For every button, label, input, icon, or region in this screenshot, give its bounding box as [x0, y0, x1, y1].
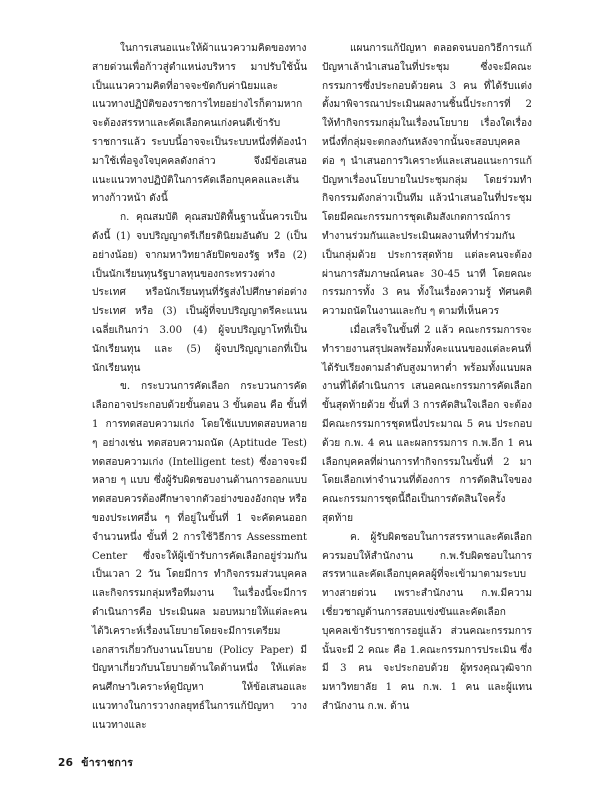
right-paragraph-1: แผนการแก้ปัญหา ตลอดจนบอกวิธีการแก้ปัญหาเล้านำเสนอในที่ประชุม ซึ่งจะมีคณะกรรมการซึ่งประกอบด้วยคน 3 คน ที่ได้รับแต่งตั้งมาพิจารณาประเมินผลงานชิ้นนี้ประการที่ 2 ให้ทำกิจกรรมกลุ่มในเรื่องนโยบาย เรื่องใดเรื่องหนึ่งที่กลุ่มจะตกลงกันหลังจากนั้นจะสอบบุคคลต่อ ๆ นำเสนอการวิเคราะห์และเสนอแนะการแก้ปัญหาเรื่องนโยบายในประชุมกลุ่ม โดยร่วมทำกิจกรรมดังกล่าวเป็นทีม แล้วนำเสนอในที่ประชุมโดยมีคณะกรรมการชุดเดิมสังเกตการณ์การทำงานร่วมกันและประเมินผลงานที่ทำร่วมกันเป็นกลุ่มด้วย ประการสุดท้าย แต่ละคนจะต้องผ่านการสัมภาษณ์คนละ 30-45 นาที โดยคณะกรรมการทั้ง 3 คน ทั้งในเรื่องความรู้ ทัศนคติ ความถนัดในงานและกับ ๆ ตามที่เห็นควร	[322, 43, 532, 318]
right-column	[322, 40, 532, 717]
right-paragraph-stage-3: เมื่อเสร็จในขั้นที่ 2 แล้ว คณะกรรมการจะทำรายงานสรุปผลพร้อมทั้งคะแนนของแต่ละคนที่ได้รับเรียงตามลำดับสูงมาหาต่ำ พร้อมทั้งแนบผลงานที่ได้ดำเนินการ เสนอคณะกรรมการคัดเลือกขั้นสุดท้ายด้วย ขั้นที่ 3 การคัดสินใจเลือก จะต้องมีคณะกรรมการชุดหนึ่งประมาณ 5 คน ประกอบด้วย ก.พ. 4 คน และผลกรรมการ ก.พ.อีก 1 คน เลือกบุคคลที่ผ่านการทำกิจกรรมในขั้นที่ 2 มา โดยเลือกเท่าจำนวนที่ต้องการ การตัดสินใจของคณะกรรมการชุดนี้ถือเป็นการตัดสินใจครั้งสุดท้าย	[322, 324, 532, 524]
left-paragraph-qualifications: ก. คุณสมบัติ คุณสมบัติพื้นฐานนั้นควรเป็นดังนี้ (1) จบปริญญาตรีเกียรตินิยมอันดับ 2 (เป็นอย่างน้อย) จากมหาวิทยาลัยปิดของรัฐ หรือ (2) เป็นนักเรียนทุนรัฐบาลทุนของกระทรวงต่างประเทศ หรือนักเรียนทุนที่รัฐส่งไปศึกษาต่อต่างประเทศ หรือ (3) เป็นผู้ที่จบปริญญาตรีคะแนนเฉลี่ยเกินกว่า 3.00 (4) ผู้จบปริญญาโทที่เป็นนักเรียนทุน และ (5) ผู้จบปริญญาเอกที่เป็นนักเรียนทุน	[92, 212, 307, 374]
right-paragraph-responsible: ค. ผู้รับผิดชอบในการสรรหาและคัดเลือก ควรมอบให้สำนักงาน ก.พ.รับผิดชอบในการสรรหาและคัดเลือกบุคคลผู้ที่จะเข้ามาตามระบบทางสายด่วน เพราะสำนักงาน ก.พ.มีความเชี่ยวชาญด้านการสอบแข่งขันและคัดเลือกบุคคลเข้ารับราชการอยู่แล้ว ส่วนคณะกรรมการนั้นจะมี 2 คณะ คือ 1.คณะกรรมการประเมิน ซึ่งมี 3 คน จะประกอบด้วย ผู้ทรงคุณวุฒิจากมหาวิทยาลัย 1 คน ก.พ. 1 คน และผู้แทนสำนักงาน ก.พ. ด้าน	[322, 531, 532, 712]
left-column	[92, 40, 307, 735]
publication-name: ข้าราชการ	[81, 757, 134, 769]
page-number: 26	[58, 757, 74, 769]
left-paragraph-1: ในการเสนอแนะให้ผ้าแนวความคิดของทางสายด่วนเพื่อก้าวสู่ตำแหน่งบริหาร มาปรับใช้นั้นเป็นแนวความคิดที่อาจจะขัดกับค่านิยมและแนวทางปฏิบัติของราชการไทยอย่างไรก็ตามหากจะต้องสรรหาและคัดเลือกคนเก่งคนดีเข้ารับราชการแล้ว ระบบนี้อาจจะเป็นระบบหนึ่งที่ต้องนำมาใช้เพื่อจูงใจบุคคลดังกล่าว จึงมีข้อเสนอแนะแนวทางปฏิบัติในการคัดเลือกบุคคลและเส้นทางก้าวหน้า ดังนี้	[92, 43, 307, 205]
page-footer	[58, 754, 141, 771]
left-paragraph-selection-process: ข. กระบวนการคัดเลือก กระบวนการคัดเลือกอาจประกอบด้วยขั้นตอน 3 ขั้นตอน คือ ขั้นที่ 1 การทดสอบความเก่ง โดยใช้แบบทดสอบหลาย ๆ อย่างเช่น ทดสอบความถนัด (Aptitude Test) ทดสอบความเก่ง (Intelligent test) ซึ่งอาจจะมีหลาย ๆ แบบ ซึ่งผู้รับผิดชอบงานด้านการออกแบบทดสอบควรต้องศึกษาจากตัวอย่างของอังกฤษ หรือของประเทศอื่น ๆ ที่อยู่ในขั้นที่ 1 จะคัดคนออกจำนวนหนึ่ง ขั้นที่ 2 การใช้วิธีการ Assessment Center ซึ่งจะให้ผู้เข้ารับการคัดเลือกอยู่ร่วมกันเป็นเวลา 2 วัน โดยมีการ ทำกิจกรรมส่วนบุคคลและกิจกรรมกลุ่มหรือทีมงาน ในเรื่องนี้จะมีการดำเนินการคือ ประเมินผล มอบหมายให้แต่ละคนได้วิเคราะห์เรื่องนโยบายโดยจะมีการเตรียมเอกสารเกี่ยวกับงานนโยบาย (Policy Paper) มีปัญหาเกี่ยวกับนโยบายด้านใดด้านหนึ่ง ให้แต่ละคนศึกษาวิเคราะห์ดูปัญหา ให้ข้อเสนอและแนวทางในการวางกลยุทธ์ในการแก้ปัญหา วางแนวทางและ	[92, 381, 307, 731]
